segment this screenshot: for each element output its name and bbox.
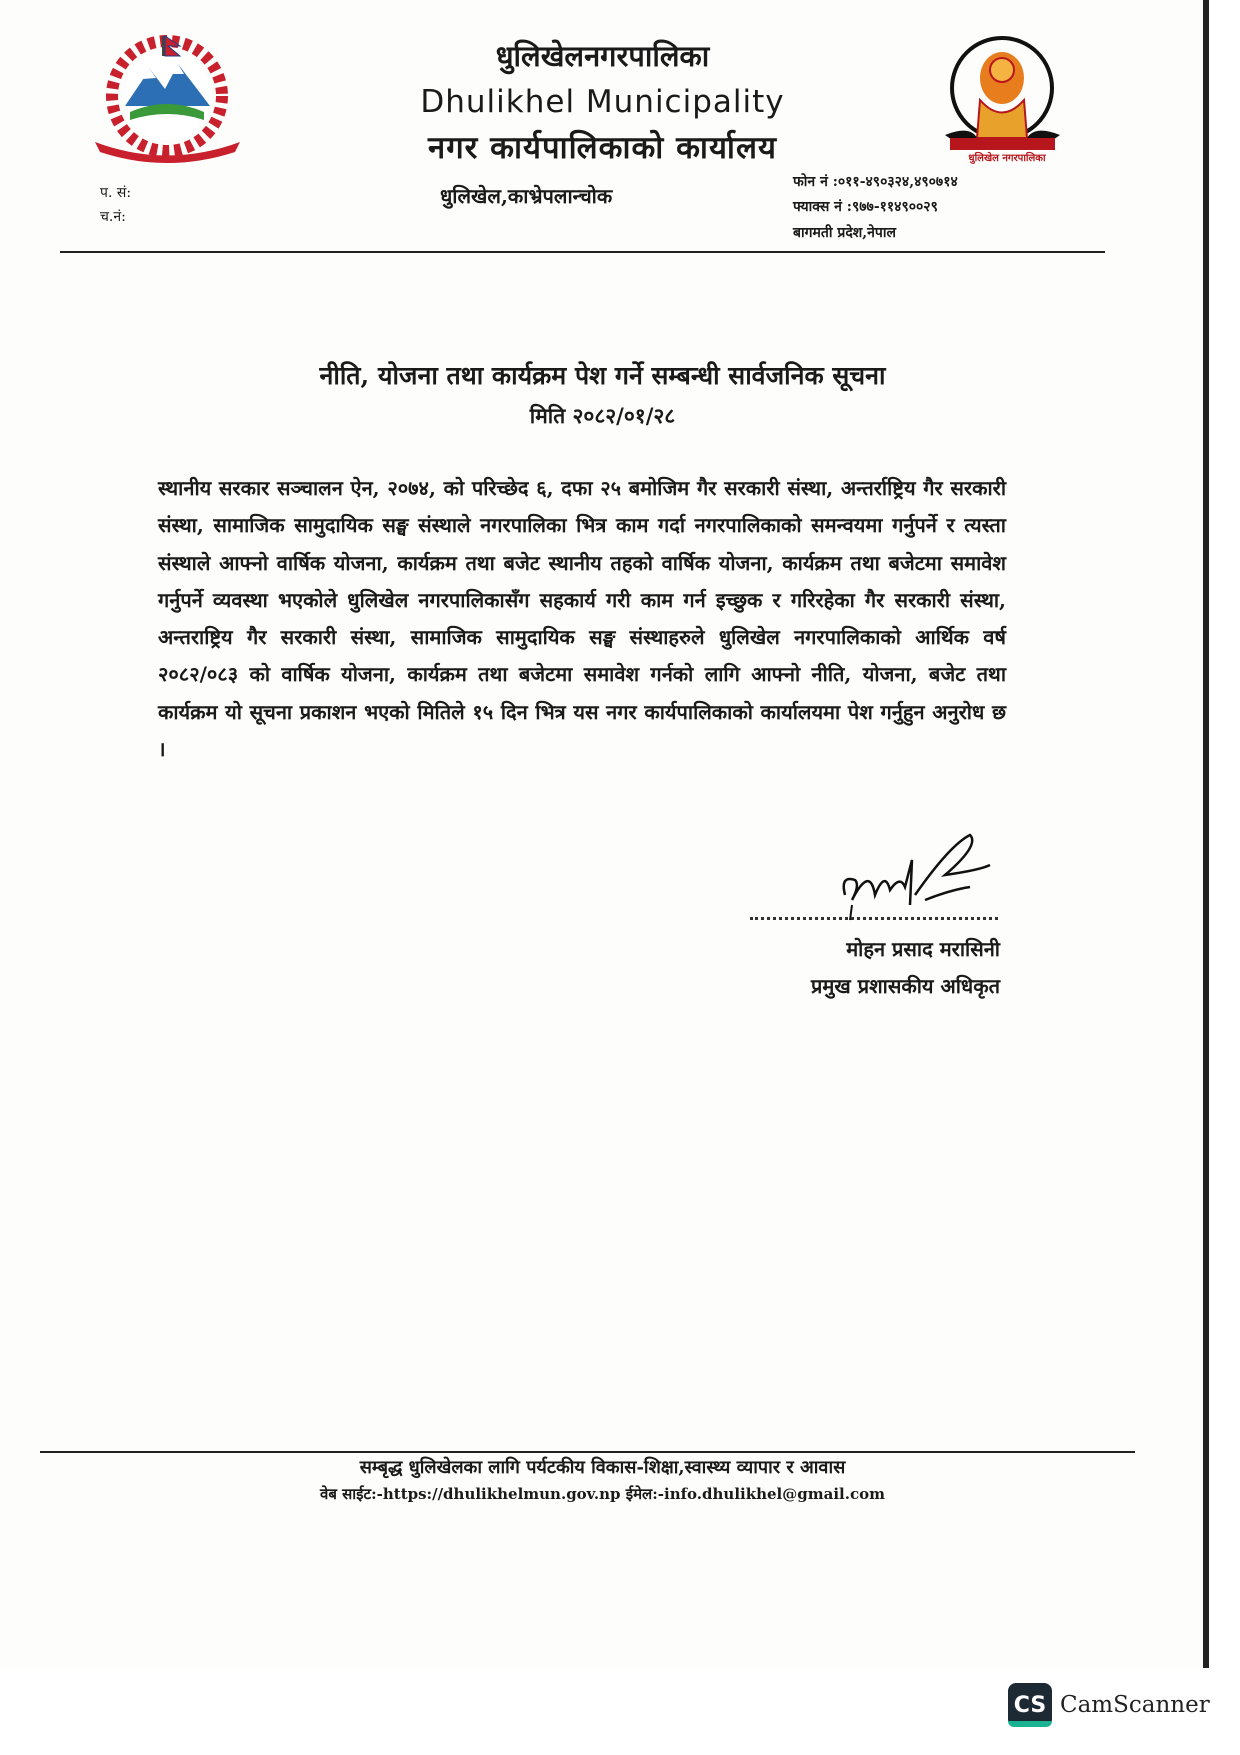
camscanner-watermark — [1008, 1683, 1210, 1727]
dispatch-number-label: च.नं: — [100, 209, 126, 225]
footer-divider — [40, 1451, 1135, 1453]
municipality-name-nepali: धुलिखेलनगरपालिका — [495, 39, 710, 73]
signatory-name: मोहन प्रसाद मरासिनी — [846, 937, 1000, 961]
seal-label: धुलिखेल नगरपालिका — [968, 153, 1046, 164]
signatory-title: प्रमुख प्रशासकीय अधिकृत — [811, 974, 1000, 998]
office-name: नगर कार्यपालिकाको कार्यालय — [428, 130, 777, 166]
camscanner-label: CamScanner — [1060, 1692, 1210, 1718]
header-divider — [60, 251, 1105, 253]
reference-number-label: प. सं: — [100, 185, 132, 201]
page-edge-shadow — [1203, 0, 1209, 1668]
handwritten-signature — [830, 825, 1000, 925]
phone-number: फोन नं :०११-४९०३२४,४९०७१४ — [793, 174, 958, 190]
notice-title: नीति, योजना तथा कार्यक्रम पेश गर्ने सम्बन्धी सार्वजनिक सूचना — [319, 361, 886, 390]
municipality-name-english: Dhulikhel Municipality — [420, 84, 785, 120]
footer-slogan: सम्बृद्ध धुलिखेलका लागि पर्यटकीय विकास-शिक्षा,स्वास्थ्य व्यापार र आवास — [359, 1457, 846, 1478]
camscanner-logo-icon: CS — [1008, 1683, 1052, 1727]
fax-number: फ्याक्स नं :९७७-११४९००२९ — [793, 199, 938, 215]
notice-body: स्थानीय सरकार सञ्चालन ऐन, २०७४, को परिच्छेद ६, दफा २५ बमोजिम गैर सरकारी संस्था, अन्तर्राष्ट्रिय गैर सरकारी संस्था, सामाजिक सामुदायिक सङ्घ संस्थाले नगरपालिका भित्र काम गर्दा नगरपालिकाको समन्वयमा गर्नुपर्ने र त्यस्ता संस्थाले आफ्नो वार्षिक योजना, कार्यक्रम तथा बजेट स्थानीय तहको वार्षिक योजना, कार्यक्रम तथा बजेटमा समावेश गर्नुपर्ने व्यवस्था भएकोले धुलिखेल नगरपालिकासँग सहकार्य गरी काम गर्न इच्छुक र गरिरहेका गैर सरकारी संस्था, अन्तराष्ट्रिय गैर सरकारी संस्था, सामाजिक सामुदायिक सङ्घ संस्थाहरुले धुलिखेल नगरपालिकाको आर्थिक वर्ष २०८२/०८३ को वार्षिक योजना, कार्यक्रम तथा बजेटमा समावेश गर्नको लागि आफ्नो नीति, योजना, बजेट तथा कार्यक्रम यो सूचना प्रकाशन भएको मितिले १५ दिन भित्र यस नगर कार्यपालिकाको कार्यालयमा पेश गर्नुहुन अनुरोध छ । — [158, 476, 1006, 762]
notice-date: मिति २०८२/०१/२८ — [529, 403, 676, 428]
signature-line — [750, 917, 998, 920]
office-address: धुलिखेल,काभ्रेपलान्चोक — [440, 184, 613, 208]
province: बागमती प्रदेश,नेपाल — [793, 225, 896, 241]
footer-contact: वेब साईट:-https://dhulikhelmun.gov.np ईमेल:-info.dhulikhel@gmail.com — [320, 1485, 885, 1503]
